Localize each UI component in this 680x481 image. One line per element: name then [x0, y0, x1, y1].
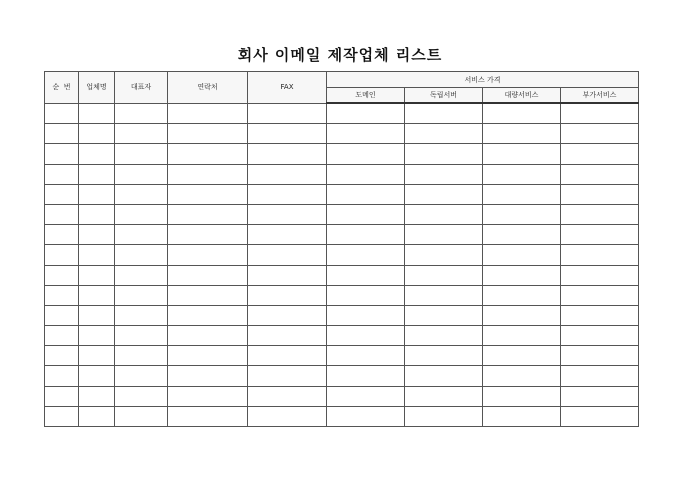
table-cell[interactable] — [327, 245, 405, 265]
table-cell[interactable] — [79, 326, 115, 346]
table-cell[interactable] — [561, 144, 639, 164]
table-cell[interactable] — [115, 386, 168, 406]
table-cell[interactable] — [115, 285, 168, 305]
vendor-list-table — [44, 71, 639, 427]
table-cell[interactable] — [483, 245, 561, 265]
table-cell[interactable] — [327, 346, 405, 366]
header-contact: 연락처 — [168, 72, 248, 104]
table-row — [45, 124, 639, 144]
table-cell[interactable] — [561, 305, 639, 325]
table-cell[interactable] — [483, 406, 561, 426]
table-cell[interactable] — [115, 164, 168, 184]
table-row — [45, 386, 639, 406]
table-cell[interactable] — [79, 245, 115, 265]
table-cell[interactable] — [79, 184, 115, 204]
table-row — [45, 305, 639, 325]
table-cell[interactable] — [561, 285, 639, 305]
table-row — [45, 406, 639, 426]
table-cell[interactable] — [168, 366, 248, 386]
table-cell[interactable] — [45, 204, 79, 224]
table-cell[interactable] — [248, 225, 327, 245]
table-cell[interactable] — [168, 245, 248, 265]
table-cell[interactable] — [45, 406, 79, 426]
table-cell[interactable] — [79, 204, 115, 224]
table-cell[interactable] — [327, 204, 405, 224]
table-cell[interactable] — [405, 366, 483, 386]
table-cell[interactable] — [248, 285, 327, 305]
table-cell[interactable] — [248, 144, 327, 164]
table-cell[interactable] — [327, 366, 405, 386]
table-cell[interactable] — [168, 164, 248, 184]
table-cell[interactable] — [115, 265, 168, 285]
table-cell[interactable] — [483, 184, 561, 204]
table-cell[interactable] — [405, 406, 483, 426]
table-cell[interactable] — [79, 124, 115, 144]
table-cell[interactable] — [79, 285, 115, 305]
table-cell[interactable] — [561, 164, 639, 184]
table-cell[interactable] — [45, 164, 79, 184]
table-cell[interactable] — [561, 225, 639, 245]
table-cell[interactable] — [79, 386, 115, 406]
table-cell[interactable] — [115, 184, 168, 204]
table-cell[interactable] — [115, 305, 168, 325]
table-cell[interactable] — [168, 225, 248, 245]
table-cell[interactable] — [405, 184, 483, 204]
table-cell[interactable] — [45, 103, 79, 124]
table-cell[interactable] — [405, 204, 483, 224]
header-no: 순 번 — [45, 72, 79, 104]
table-cell[interactable] — [327, 326, 405, 346]
table-cell[interactable] — [168, 386, 248, 406]
table-cell[interactable] — [79, 144, 115, 164]
table-cell[interactable] — [405, 103, 483, 124]
table-cell[interactable] — [248, 103, 327, 124]
table-cell[interactable] — [248, 245, 327, 265]
table-cell[interactable] — [561, 366, 639, 386]
table-cell[interactable] — [115, 245, 168, 265]
table-cell[interactable] — [168, 204, 248, 224]
table-cell[interactable] — [561, 326, 639, 346]
table-cell[interactable] — [79, 305, 115, 325]
table-cell[interactable] — [248, 184, 327, 204]
table-row — [45, 164, 639, 184]
page-title: 회사 이메일 제작업체 리스트 — [237, 46, 443, 64]
table-cell[interactable] — [561, 346, 639, 366]
table-cell[interactable] — [561, 406, 639, 426]
table-cell[interactable] — [45, 386, 79, 406]
table-cell[interactable] — [45, 265, 79, 285]
table-row — [45, 245, 639, 265]
table-cell[interactable] — [248, 346, 327, 366]
table-cell[interactable] — [248, 265, 327, 285]
table-cell[interactable] — [327, 184, 405, 204]
table-cell[interactable] — [45, 184, 79, 204]
table-cell[interactable] — [168, 305, 248, 325]
table-row — [45, 265, 639, 285]
table-row — [45, 285, 639, 305]
table-cell[interactable] — [483, 285, 561, 305]
table-cell[interactable] — [483, 103, 561, 124]
table-cell[interactable] — [45, 124, 79, 144]
table-cell[interactable] — [168, 326, 248, 346]
table-cell[interactable] — [168, 103, 248, 124]
table-cell[interactable] — [248, 326, 327, 346]
table-cell[interactable] — [248, 305, 327, 325]
table-cell[interactable] — [405, 346, 483, 366]
table-cell[interactable] — [45, 346, 79, 366]
table-cell[interactable] — [405, 285, 483, 305]
table-row — [45, 184, 639, 204]
table-cell[interactable] — [483, 346, 561, 366]
table-cell[interactable] — [561, 124, 639, 144]
table-cell[interactable] — [405, 386, 483, 406]
table-cell[interactable] — [79, 103, 115, 124]
table-cell[interactable] — [483, 204, 561, 224]
table-row — [45, 326, 639, 346]
table-cell[interactable] — [327, 164, 405, 184]
table-cell[interactable] — [405, 225, 483, 245]
table-cell[interactable] — [168, 285, 248, 305]
table-cell[interactable] — [405, 164, 483, 184]
table-cell[interactable] — [405, 265, 483, 285]
header-fax: FAX — [248, 72, 327, 104]
table-cell[interactable] — [327, 285, 405, 305]
table-cell[interactable] — [79, 164, 115, 184]
table-cell[interactable] — [405, 305, 483, 325]
table-cell[interactable] — [405, 326, 483, 346]
table-cell[interactable] — [115, 406, 168, 426]
table-cell[interactable] — [483, 386, 561, 406]
table-cell[interactable] — [483, 164, 561, 184]
table-cell[interactable] — [327, 124, 405, 144]
table-cell[interactable] — [168, 184, 248, 204]
table-cell[interactable] — [79, 406, 115, 426]
table-cell[interactable] — [115, 144, 168, 164]
header-domain: 도메인 — [327, 88, 405, 104]
table-cell[interactable] — [327, 265, 405, 285]
header-dedicated-server: 독립서버 — [405, 88, 483, 104]
table-cell[interactable] — [483, 144, 561, 164]
table-cell[interactable] — [45, 245, 79, 265]
table-cell[interactable] — [115, 346, 168, 366]
table-cell[interactable] — [327, 103, 405, 124]
table-cell[interactable] — [115, 225, 168, 245]
header-addon-service: 부가서비스 — [561, 88, 639, 104]
table-cell[interactable] — [561, 265, 639, 285]
table-cell[interactable] — [115, 103, 168, 124]
table-cell[interactable] — [483, 265, 561, 285]
table-cell[interactable] — [561, 184, 639, 204]
table-row — [45, 204, 639, 224]
table-cell[interactable] — [483, 326, 561, 346]
table-cell[interactable] — [483, 305, 561, 325]
table-cell[interactable] — [115, 124, 168, 144]
table-cell[interactable] — [168, 265, 248, 285]
table-cell[interactable] — [115, 204, 168, 224]
header-company: 업체명 — [79, 72, 115, 104]
table-cell[interactable] — [168, 144, 248, 164]
table-row — [45, 225, 639, 245]
table-cell[interactable] — [483, 225, 561, 245]
table-cell[interactable] — [115, 326, 168, 346]
table-cell[interactable] — [248, 124, 327, 144]
header-bulk-service: 대량서비스 — [483, 88, 561, 104]
table-cell[interactable] — [405, 124, 483, 144]
table-cell[interactable] — [561, 245, 639, 265]
table-cell[interactable] — [79, 346, 115, 366]
table-cell[interactable] — [561, 204, 639, 224]
table-row — [45, 366, 639, 386]
table-cell[interactable] — [483, 366, 561, 386]
table-cell[interactable] — [79, 366, 115, 386]
table-cell[interactable] — [327, 144, 405, 164]
table-cell[interactable] — [45, 144, 79, 164]
table-cell[interactable] — [248, 366, 327, 386]
table-cell[interactable] — [168, 406, 248, 426]
table-cell[interactable] — [327, 386, 405, 406]
table-row — [45, 103, 639, 124]
table-cell[interactable] — [561, 386, 639, 406]
table-row — [45, 144, 639, 164]
table-cell[interactable] — [248, 204, 327, 224]
table-cell[interactable] — [45, 366, 79, 386]
table-cell[interactable] — [115, 366, 168, 386]
table-cell[interactable] — [168, 346, 248, 366]
table-cell[interactable] — [561, 103, 639, 124]
table-body — [45, 103, 639, 427]
table-cell[interactable] — [79, 225, 115, 245]
table-cell[interactable] — [327, 406, 405, 426]
table-cell[interactable] — [168, 124, 248, 144]
table-cell[interactable] — [79, 265, 115, 285]
table-cell[interactable] — [45, 326, 79, 346]
table-cell[interactable] — [45, 285, 79, 305]
table-cell[interactable] — [248, 164, 327, 184]
header-ceo: 대표자 — [115, 72, 168, 104]
table-cell[interactable] — [405, 144, 483, 164]
table-cell[interactable] — [45, 305, 79, 325]
table-cell[interactable] — [405, 245, 483, 265]
table-cell[interactable] — [248, 386, 327, 406]
table-row — [45, 346, 639, 366]
table-cell[interactable] — [248, 406, 327, 426]
header-service-price: 서비스 가격 — [327, 72, 639, 88]
table-cell[interactable] — [483, 124, 561, 144]
table-cell[interactable] — [45, 225, 79, 245]
table-cell[interactable] — [327, 305, 405, 325]
table-cell[interactable] — [327, 225, 405, 245]
